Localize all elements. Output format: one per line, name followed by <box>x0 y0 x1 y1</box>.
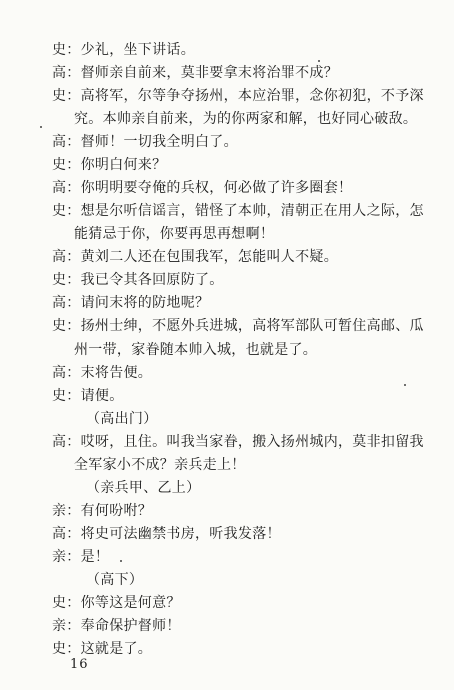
dialogue-line: 高：督师！一切我全明白了。 <box>52 134 238 150</box>
print-speck <box>318 60 320 62</box>
dialogue-line: 史：少礼，坐下讲话。 <box>52 42 195 58</box>
dialogue-line: 史：扬州士绅，不愿外兵进城，高将军部队可暂住高邮、瓜 <box>52 318 424 334</box>
dialogue-line: 高：将史可法幽禁书房，听我发落！ <box>52 526 281 542</box>
print-speck <box>120 560 122 562</box>
dialogue-line: 史：想是尔听信谣言，错怪了本帅，清朝正在用人之际，怎 <box>52 203 424 219</box>
page-number: 16 <box>70 657 89 672</box>
print-speck <box>404 384 406 386</box>
stage-direction: （高出门） <box>86 411 158 427</box>
stage-direction: （亲兵甲、乙上） <box>86 480 201 496</box>
dialogue-line-continued: 能猜忌于你，你要再思再想啊！ <box>74 226 275 242</box>
dialogue-line: 高：督师亲自前来，莫非要拿末将治罪不成？ <box>52 65 338 81</box>
dialogue-line: 高：请问末将的防地呢？ <box>52 295 210 311</box>
dialogue-line: 亲：有何吩咐？ <box>52 503 153 519</box>
dialogue-line: 高：你明明要夺俺的兵权，何必做了许多圈套！ <box>52 180 353 196</box>
dialogue-line: 史：我已令其各回原防了。 <box>52 272 224 288</box>
dialogue-line: 高：哎呀，且住。叫我当家眷，搬入扬州城内，莫非扣留我 <box>52 434 424 450</box>
dialogue-line: 亲：是！ <box>52 549 110 565</box>
dialogue-line-continued: 究。本帅亲自前来，为的你两家和解，也好同心破敌。 <box>74 111 418 127</box>
print-speck <box>40 126 42 128</box>
dialogue-line: 史：高将军，尔等争夺扬州，本应治罪，念你初犯，不予深 <box>52 88 424 104</box>
dialogue-line: 史：请便。 <box>52 388 124 404</box>
dialogue-line-continued: 州一带，家眷随本帅入城，也就是了。 <box>74 342 318 358</box>
dialogue-line: 高：黄刘二人还在包围我军，怎能叫人不疑。 <box>52 249 338 265</box>
dialogue-line-continued: 全军家小不成？亲兵走上！ <box>74 457 246 473</box>
dialogue-line: 高：末将告便。 <box>52 365 153 381</box>
dialogue-line: 亲：奉命保护督师！ <box>52 618 181 634</box>
stage-direction: （高下） <box>86 572 144 588</box>
dialogue-line: 史：你明白何来？ <box>52 157 167 173</box>
dialogue-line: 史：你等这是何意？ <box>52 595 181 611</box>
dialogue-line: 史：这就是了。 <box>52 641 153 657</box>
